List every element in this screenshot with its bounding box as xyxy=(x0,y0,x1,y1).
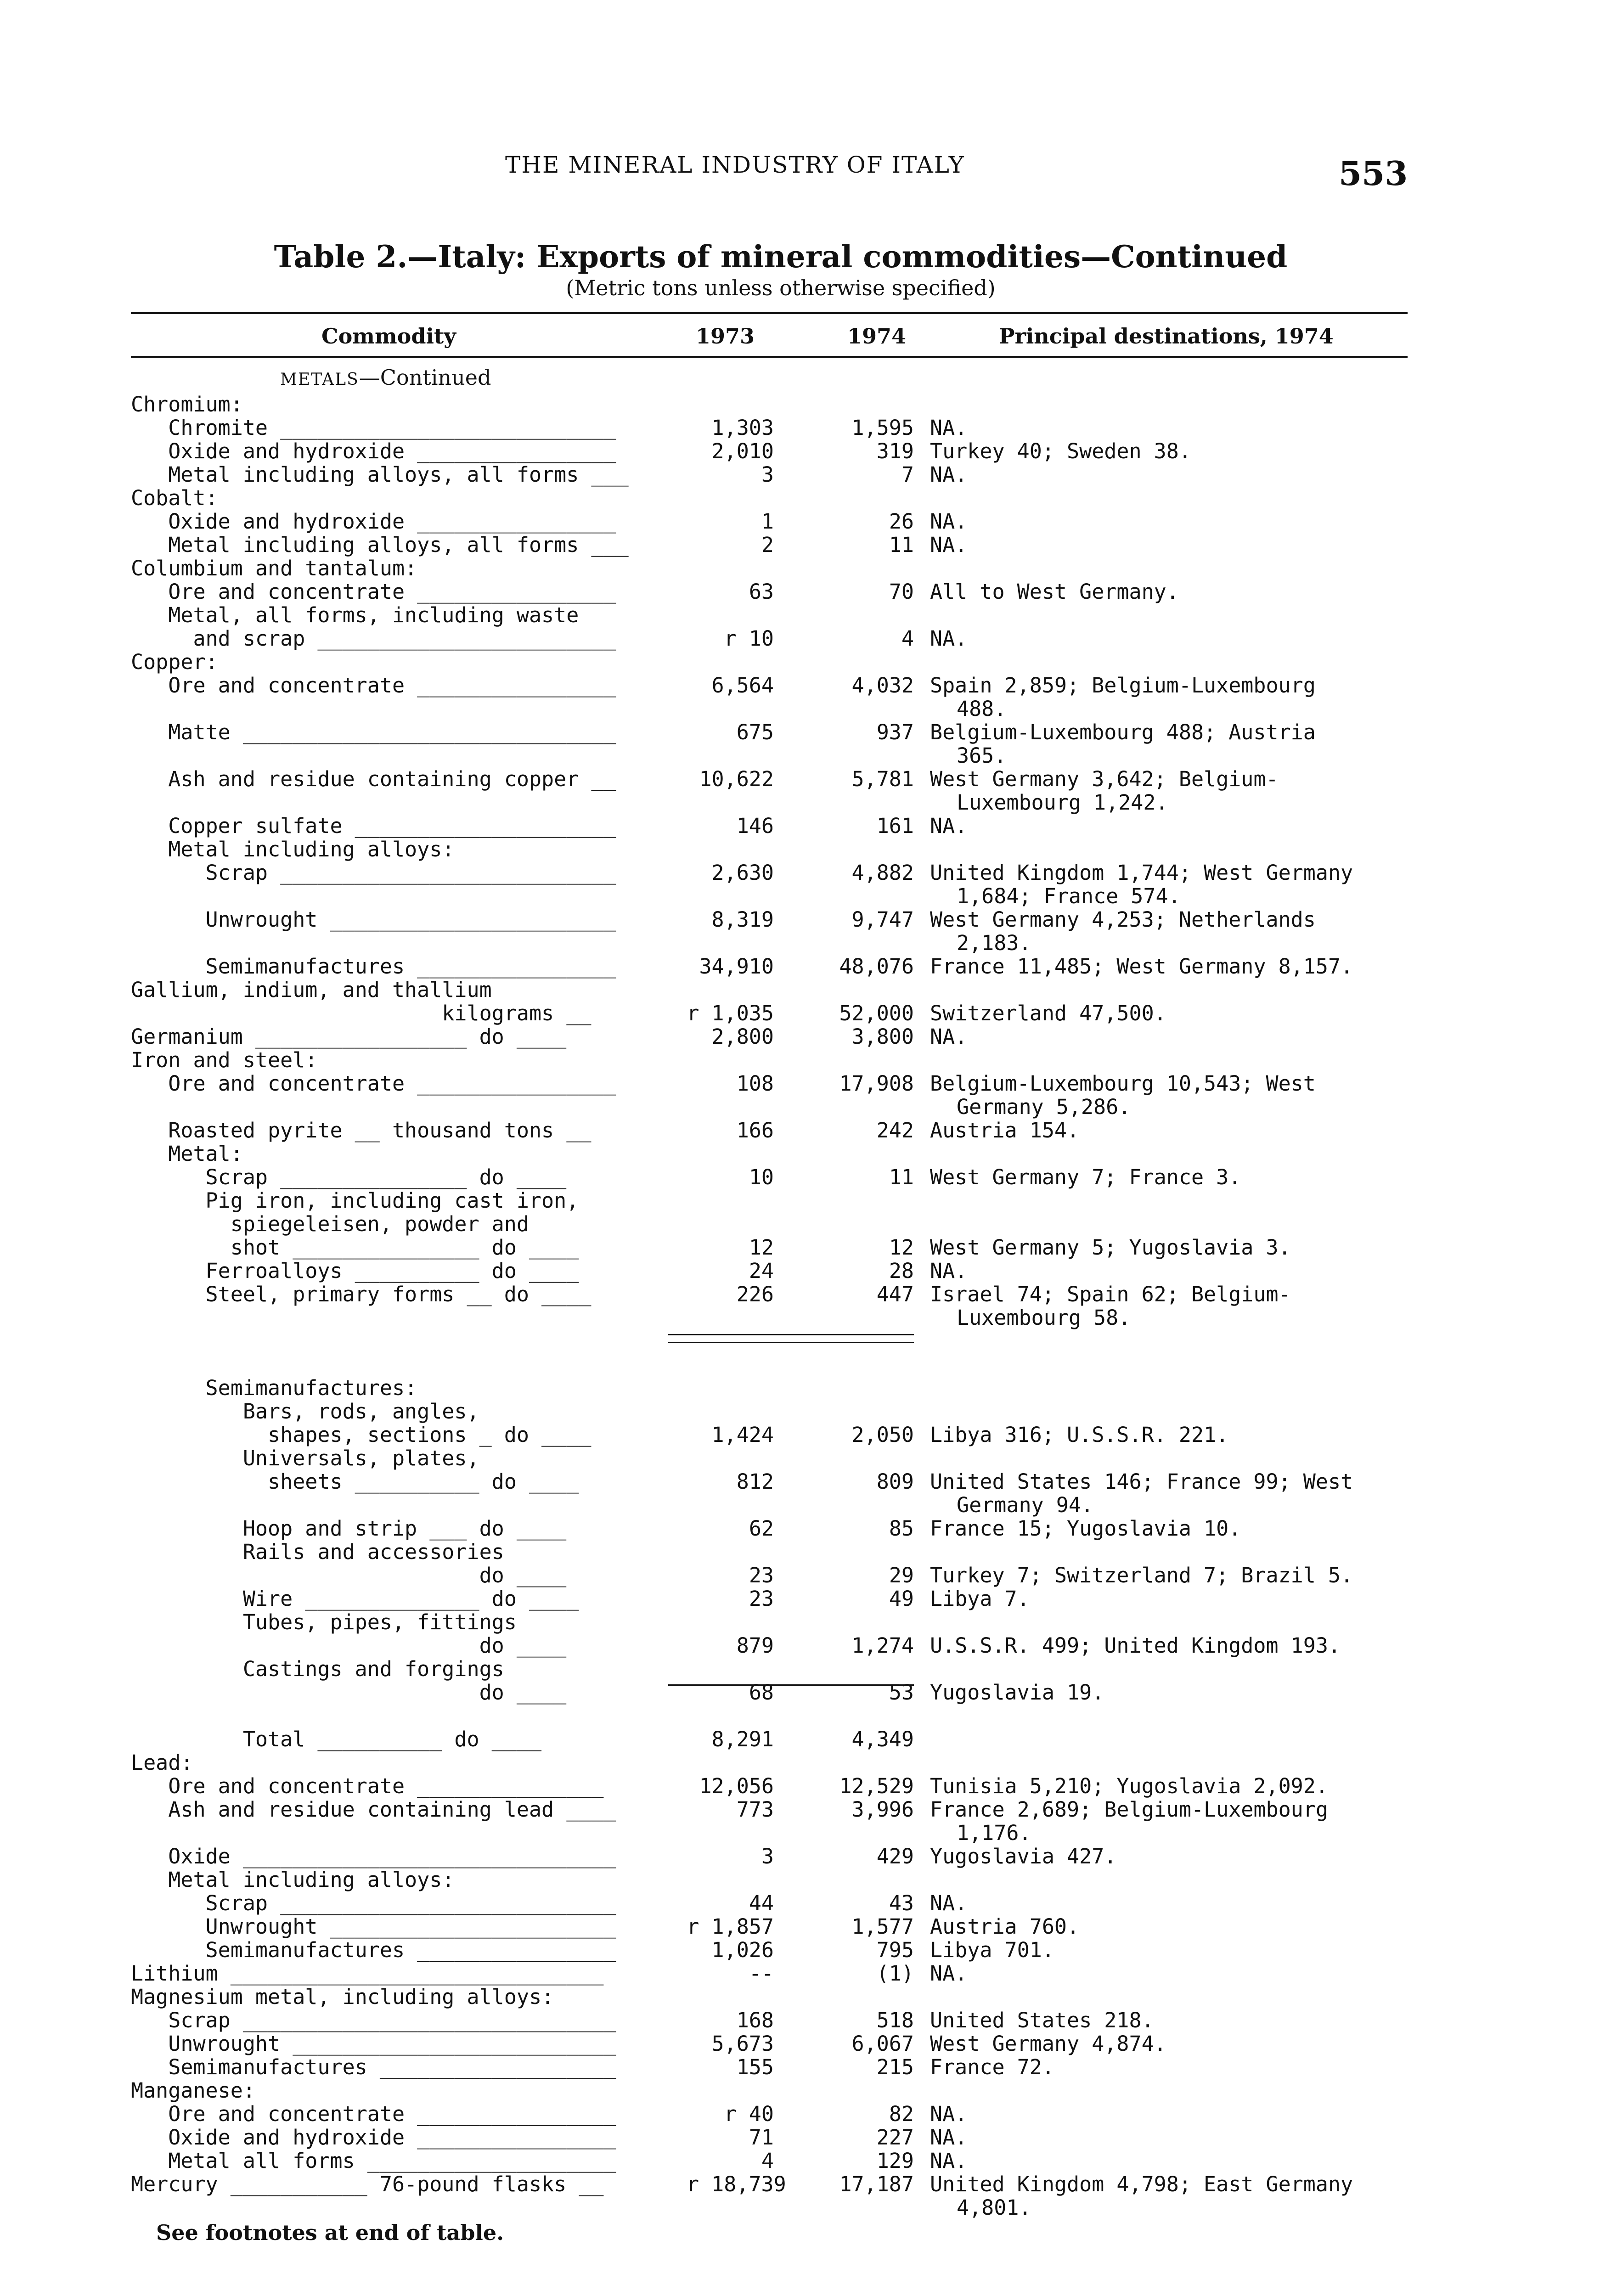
commodity-cell: Metal, all forms, including waste xyxy=(131,603,579,627)
table-title: Table 2.—Italy: Exports of mineral commodities—Continued xyxy=(274,239,1288,275)
destinations-cell: Yugoslavia 19. xyxy=(930,1680,1104,1705)
table-row xyxy=(0,861,1600,884)
destinations-cell: NA. xyxy=(930,626,968,651)
value-1973-cell: r 18,739 xyxy=(687,2172,786,2196)
value-1973-cell: 44 xyxy=(749,1891,774,1915)
destinations-cell: Israel 74; Spain 62; Belgium- xyxy=(930,1282,1291,1306)
commodity-cell: Ash and residue containing lead ____ xyxy=(131,1797,616,1822)
value-1974-cell: 70 xyxy=(889,580,914,604)
value-1973-cell: 226 xyxy=(736,1282,774,1306)
destinations-cell: NA. xyxy=(930,2125,968,2150)
value-1973-cell: 8,319 xyxy=(711,907,774,932)
table-row xyxy=(0,533,1600,557)
table-row xyxy=(0,1306,1600,1329)
value-1974-cell: 11 xyxy=(889,1165,914,1189)
table-row xyxy=(0,486,1600,510)
table-row xyxy=(0,2172,1600,2196)
destinations-cell: Libya 701. xyxy=(930,1938,1054,1962)
destinations-continuation-cell: 1,176. xyxy=(957,1821,1031,1845)
value-1973-cell: 773 xyxy=(736,1797,774,1822)
destinations-cell: Yugoslavia 427. xyxy=(930,1844,1117,1868)
table-row xyxy=(0,1915,1600,1938)
value-1974-cell: 6,067 xyxy=(851,2032,914,2056)
table-row xyxy=(0,674,1600,697)
destinations-cell: NA. xyxy=(930,1961,968,1986)
table-row xyxy=(0,1189,1600,1212)
destinations-continuation-cell: 4,801. xyxy=(957,2195,1031,2220)
commodity-cell: Metal including alloys: xyxy=(131,1868,455,1892)
value-1974-cell: 9,747 xyxy=(851,907,914,932)
commodity-cell: Oxide ______________________________ xyxy=(131,1844,616,1868)
commodity-cell: Total __________ do ____ xyxy=(131,1727,542,1751)
table-row xyxy=(0,955,1600,978)
destinations-cell: Turkey 40; Sweden 38. xyxy=(930,439,1191,463)
value-1973-cell: r 40 xyxy=(724,2102,774,2126)
table-row xyxy=(0,767,1600,791)
destinations-cell: NA. xyxy=(930,2102,968,2126)
commodity-cell: Scrap ______________________________ xyxy=(131,2008,616,2032)
commodity-cell: Ore and concentrate ________________ xyxy=(131,580,616,604)
table-row xyxy=(0,393,1600,416)
commodity-cell: Scrap ___________________________ xyxy=(131,861,616,885)
destinations-cell: Belgium-Luxembourg 10,543; West xyxy=(930,1071,1316,1096)
running-head: THE MINERAL INDUSTRY OF ITALY xyxy=(505,152,965,178)
value-1974-cell: 29 xyxy=(889,1563,914,1587)
value-1973-cell: 3 xyxy=(761,462,774,487)
value-1973-cell: 23 xyxy=(749,1563,774,1587)
value-1973-cell: 146 xyxy=(736,814,774,838)
destinations-cell: Switzerland 47,500. xyxy=(930,1001,1166,1025)
commodity-cell: Universals, plates, xyxy=(131,1446,479,1470)
value-1974-cell: 3,996 xyxy=(851,1797,914,1822)
value-1973-cell: 4 xyxy=(761,2149,774,2173)
table-row xyxy=(0,1259,1600,1283)
value-1974-cell: (1) xyxy=(876,1961,914,1986)
commodity-cell: Ash and residue containing copper __ xyxy=(131,767,616,791)
value-1973-cell: 166 xyxy=(736,1118,774,1142)
commodity-cell: Chromium: xyxy=(131,392,243,416)
commodity-cell: kilograms __ xyxy=(131,1001,592,1025)
double-rule-top xyxy=(668,1334,914,1335)
value-1974-cell: 28 xyxy=(889,1259,914,1283)
destinations-cell: NA. xyxy=(930,1259,968,1283)
value-1973-cell: 71 xyxy=(749,2125,774,2150)
table-row xyxy=(0,1610,1600,1634)
table-row xyxy=(0,2196,1600,2219)
table-row xyxy=(0,1329,1600,1353)
value-1974-cell: 1,577 xyxy=(851,1914,914,1939)
destinations-cell: NA. xyxy=(930,462,968,487)
destinations-continuation-cell: 1,684; France 574. xyxy=(957,884,1181,908)
commodity-cell: Hoop and strip ___ do ____ xyxy=(131,1516,567,1541)
commodity-cell: Scrap _______________ do ____ xyxy=(131,1165,567,1189)
destinations-cell: United Kingdom 1,744; West Germany xyxy=(930,861,1353,885)
value-1974-cell: 4,882 xyxy=(851,861,914,885)
table-row xyxy=(0,1634,1600,1657)
table-row xyxy=(0,1423,1600,1446)
commodity-cell: Ore and concentrate ________________ xyxy=(131,2102,616,2126)
destinations-cell: United States 146; France 99; West xyxy=(930,1469,1353,1494)
value-1973-cell: r 1,857 xyxy=(687,1914,774,1939)
destinations-continuation-cell: 365. xyxy=(957,743,1007,768)
table-row xyxy=(0,1868,1600,1891)
column-header-1973: 1973 xyxy=(696,324,755,349)
value-1974-cell: 5,781 xyxy=(851,767,914,791)
table-row xyxy=(0,697,1600,720)
table-row xyxy=(0,1517,1600,1540)
destinations-cell: NA. xyxy=(930,1024,968,1049)
value-1974-cell: 1,274 xyxy=(851,1633,914,1658)
destinations-cell: France 11,485; West Germany 8,157. xyxy=(930,954,1353,979)
value-1974-cell: 215 xyxy=(876,2055,914,2079)
value-1974-cell: 49 xyxy=(889,1587,914,1611)
commodity-cell: Wire ______________ do ____ xyxy=(131,1587,579,1611)
value-1974-cell: 17,908 xyxy=(839,1071,914,1096)
commodity-cell: and scrap ________________________ xyxy=(131,626,616,651)
value-1974-cell: 26 xyxy=(889,509,914,534)
commodity-cell: sheets __________ do ____ xyxy=(131,1469,579,1494)
value-1974-cell: 48,076 xyxy=(839,954,914,979)
value-1973-cell: 34,910 xyxy=(699,954,774,979)
value-1974-cell: 53 xyxy=(889,1680,914,1705)
table-row xyxy=(0,2126,1600,2149)
table-row xyxy=(0,838,1600,861)
value-1973-cell: 3 xyxy=(761,1844,774,1868)
destinations-cell: NA. xyxy=(930,1891,968,1915)
table-row xyxy=(0,650,1600,674)
destinations-cell: United States 218. xyxy=(930,2008,1154,2032)
commodity-cell: Cobalt: xyxy=(131,486,218,510)
table-row xyxy=(0,463,1600,486)
value-1973-cell: 1,424 xyxy=(711,1423,774,1447)
value-1973-cell: r 1,035 xyxy=(687,1001,774,1025)
value-1974-cell: 242 xyxy=(876,1118,914,1142)
commodity-cell: Semimanufactures ___________________ xyxy=(131,2055,616,2079)
destinations-cell: West Germany 3,642; Belgium- xyxy=(930,767,1279,791)
commodity-cell: Lead: xyxy=(131,1750,193,1775)
destinations-cell: Belgium-Luxembourg 488; Austria xyxy=(930,720,1316,744)
commodity-cell: Ore and concentrate ________________ xyxy=(131,673,616,698)
table-row xyxy=(0,978,1600,1002)
commodity-cell: shot _______________ do ____ xyxy=(131,1235,579,1260)
commodity-cell: Manganese: xyxy=(131,2078,255,2103)
table-row xyxy=(0,1283,1600,1306)
commodity-cell: Metal including alloys: xyxy=(131,837,455,861)
destinations-cell: West Germany 5; Yugoslavia 3. xyxy=(930,1235,1291,1260)
value-1974-cell: 518 xyxy=(876,2008,914,2032)
table-row xyxy=(0,908,1600,931)
value-1973-cell: 1 xyxy=(761,509,774,534)
commodity-cell: Ore and concentrate _______________ xyxy=(131,1774,604,1798)
value-1973-cell: 12,056 xyxy=(699,1774,774,1798)
table-row xyxy=(0,580,1600,603)
destinations-cell: France 72. xyxy=(930,2055,1054,2079)
section-label-smallcaps: METALS xyxy=(280,370,359,389)
destinations-cell: Libya 7. xyxy=(930,1587,1030,1611)
destinations-continuation-cell: Germany 94. xyxy=(957,1493,1094,1517)
commodity-cell: Ferroalloys __________ do ____ xyxy=(131,1259,579,1283)
value-1974-cell: 17,187 xyxy=(839,2172,914,2196)
destinations-cell: U.S.S.R. 499; United Kingdom 193. xyxy=(930,1633,1341,1658)
table-row xyxy=(0,1493,1600,1517)
table-row xyxy=(0,1048,1600,1072)
commodity-cell: Germanium _________________ do ____ xyxy=(131,1024,567,1049)
commodity-cell: Semimanufactures ________________ xyxy=(131,1938,616,1962)
value-1973-cell: 2,630 xyxy=(711,861,774,885)
commodity-cell: Unwrought _______________________ xyxy=(131,907,616,932)
commodity-cell: Castings and forgings xyxy=(131,1657,504,1681)
table-row xyxy=(0,1891,1600,1915)
destinations-cell: NA. xyxy=(930,814,968,838)
destinations-cell: NA. xyxy=(930,2149,968,2173)
destinations-continuation-cell: 2,183. xyxy=(957,931,1031,955)
table-row xyxy=(0,1470,1600,1493)
value-1974-cell: 85 xyxy=(889,1516,914,1541)
commodity-cell: Lithium ______________________________ xyxy=(131,1961,604,1986)
value-1974-cell: 161 xyxy=(876,814,914,838)
destinations-cell: Tunisia 5,210; Yugoslavia 2,092. xyxy=(930,1774,1328,1798)
value-1973-cell: 12 xyxy=(749,1235,774,1260)
value-1974-cell: 3,800 xyxy=(851,1024,914,1049)
table-row xyxy=(0,2102,1600,2126)
value-1974-cell: 795 xyxy=(876,1938,914,1962)
value-1973-cell: 1,303 xyxy=(711,416,774,440)
commodity-cell: shapes, sections _ do ____ xyxy=(131,1423,592,1447)
value-1974-cell: 2,050 xyxy=(851,1423,914,1447)
destinations-continuation-cell: Germany 5,286. xyxy=(957,1095,1131,1119)
table-row xyxy=(0,1072,1600,1095)
value-1973-cell: 24 xyxy=(749,1259,774,1283)
table-row xyxy=(0,416,1600,439)
table-row xyxy=(0,557,1600,580)
value-1974-cell: 1,595 xyxy=(851,416,914,440)
table-row xyxy=(0,1728,1600,1751)
destinations-cell: Austria 760. xyxy=(930,1914,1080,1939)
commodity-cell: Chromite ___________________________ xyxy=(131,416,616,440)
table-row xyxy=(0,2009,1600,2032)
value-1973-cell: 6,564 xyxy=(711,673,774,698)
table-row xyxy=(0,1353,1600,1376)
commodity-cell: Metal all forms ____________________ xyxy=(131,2149,616,2173)
table-row xyxy=(0,1657,1600,1681)
value-1974-cell: 429 xyxy=(876,1844,914,1868)
value-1974-cell: 12,529 xyxy=(839,1774,914,1798)
destinations-cell: France 15; Yugoslavia 10. xyxy=(930,1516,1241,1541)
destinations-cell: West Germany 4,253; Netherlands xyxy=(930,907,1316,932)
destinations-cell: NA. xyxy=(930,509,968,534)
value-1974-cell: 12 xyxy=(889,1235,914,1260)
column-header-commodity: Commodity xyxy=(321,324,456,349)
value-1974-cell: 52,000 xyxy=(839,1001,914,1025)
value-1974-cell: 809 xyxy=(876,1469,914,1494)
commodity-cell: do ____ xyxy=(131,1680,567,1705)
section-label-continued: —Continued xyxy=(359,365,491,390)
destinations-cell: NA. xyxy=(930,416,968,440)
value-1973-cell: 10,622 xyxy=(699,767,774,791)
value-1973-cell: 879 xyxy=(736,1633,774,1658)
value-1973-cell: 68 xyxy=(749,1680,774,1705)
value-1973-cell: 8,291 xyxy=(711,1727,774,1751)
table-row xyxy=(0,931,1600,955)
table-row xyxy=(0,2149,1600,2172)
value-1974-cell: 82 xyxy=(889,2102,914,2126)
table-subtitle: (Metric tons unless otherwise specified) xyxy=(566,276,996,300)
value-1974-cell: 7 xyxy=(901,462,914,487)
double-rule-bottom xyxy=(668,1342,914,1343)
commodity-cell: Copper: xyxy=(131,650,218,674)
commodity-cell: Iron and steel: xyxy=(131,1048,318,1072)
table-row xyxy=(0,627,1600,650)
commodity-cell: Roasted pyrite __ thousand tons __ xyxy=(131,1118,592,1142)
table-row xyxy=(0,1962,1600,1985)
table-row xyxy=(0,1002,1600,1025)
table-row xyxy=(0,884,1600,908)
table-row xyxy=(0,814,1600,838)
table-row xyxy=(0,1774,1600,1798)
destinations-continuation-cell: 488. xyxy=(957,697,1007,721)
commodity-cell: Oxide and hydroxide ________________ xyxy=(131,2125,616,2150)
destinations-cell: West Germany 7; France 3. xyxy=(930,1165,1241,1189)
commodity-cell: Gallium, indium, and thallium xyxy=(131,978,492,1002)
commodity-cell: Ore and concentrate ________________ xyxy=(131,1071,616,1096)
value-1973-cell: 675 xyxy=(736,720,774,744)
commodity-cell: Metal: xyxy=(131,1142,243,1166)
table-row xyxy=(0,1798,1600,1821)
table-row xyxy=(0,2055,1600,2079)
value-1973-cell: 23 xyxy=(749,1587,774,1611)
commodity-cell: Columbium and tantalum: xyxy=(131,556,417,580)
value-1974-cell: 4,349 xyxy=(851,1727,914,1751)
value-1974-cell: 227 xyxy=(876,2125,914,2150)
commodity-cell: Metal including alloys, all forms ___ xyxy=(131,533,629,557)
value-1974-cell: 129 xyxy=(876,2149,914,2173)
destinations-cell: All to West Germany. xyxy=(930,580,1179,604)
value-1973-cell: 2,800 xyxy=(711,1024,774,1049)
table-row xyxy=(0,1446,1600,1470)
footnote: See footnotes at end of table. xyxy=(156,2220,504,2245)
table-row xyxy=(0,1165,1600,1189)
destinations-cell: United Kingdom 4,798; East Germany xyxy=(930,2172,1353,2196)
table-row xyxy=(0,1095,1600,1119)
table-row xyxy=(0,1025,1600,1048)
table-row xyxy=(0,1985,1600,2009)
destinations-cell: West Germany 4,874. xyxy=(930,2032,1166,2056)
total-rule xyxy=(668,1684,914,1686)
table-row xyxy=(0,1821,1600,1845)
table-row xyxy=(0,1142,1600,1165)
destinations-cell: France 2,689; Belgium-Luxembourg xyxy=(930,1797,1328,1822)
commodity-cell: Oxide and hydroxide ________________ xyxy=(131,509,616,534)
value-1973-cell: 63 xyxy=(749,580,774,604)
value-1974-cell: 43 xyxy=(889,1891,914,1915)
commodity-cell: do ____ xyxy=(131,1563,567,1587)
commodity-cell: Scrap ___________________________ xyxy=(131,1891,616,1915)
commodity-cell: Unwrought __________________________ xyxy=(131,2032,616,2056)
commodity-cell: Matte ______________________________ xyxy=(131,720,616,744)
table-row xyxy=(0,603,1600,627)
commodity-cell: Metal including alloys, all forms ___ xyxy=(131,462,629,487)
value-1973-cell: 5,673 xyxy=(711,2032,774,2056)
value-1974-cell: 11 xyxy=(889,533,914,557)
value-1973-cell: 62 xyxy=(749,1516,774,1541)
table-row xyxy=(0,1704,1600,1728)
table-row xyxy=(0,1751,1600,1774)
destinations-cell: Turkey 7; Switzerland 7; Brazil 5. xyxy=(930,1563,1353,1587)
destinations-cell: Spain 2,859; Belgium-Luxembourg xyxy=(930,673,1316,698)
commodity-cell: Unwrought _______________________ xyxy=(131,1914,616,1939)
column-header-1974: 1974 xyxy=(847,324,907,349)
table-row xyxy=(0,439,1600,463)
value-1973-cell: r 10 xyxy=(724,626,774,651)
table-row xyxy=(0,744,1600,767)
destinations-continuation-cell: Luxembourg 58. xyxy=(957,1306,1131,1330)
value-1973-cell: 168 xyxy=(736,2008,774,2032)
commodity-cell: Magnesium metal, including alloys: xyxy=(131,1985,554,2009)
table-row xyxy=(0,1587,1600,1610)
page-number: 553 xyxy=(1339,154,1408,193)
table-row xyxy=(0,1236,1600,1259)
commodity-cell: Copper sulfate _____________________ xyxy=(131,814,616,838)
destinations-cell: Austria 154. xyxy=(930,1118,1080,1142)
table-row xyxy=(0,2079,1600,2102)
destinations-continuation-cell: Luxembourg 1,242. xyxy=(957,790,1168,815)
value-1973-cell: 2 xyxy=(761,533,774,557)
commodity-cell: Semimanufactures: xyxy=(131,1376,417,1400)
table-row xyxy=(0,791,1600,814)
table-row xyxy=(0,2032,1600,2055)
destinations-cell: NA. xyxy=(930,533,968,557)
table-row xyxy=(0,1119,1600,1142)
value-1973-cell: -- xyxy=(749,1961,774,1986)
table-row xyxy=(0,1540,1600,1564)
commodity-cell: Semimanufactures ________________ xyxy=(131,954,616,979)
commodity-cell: Rails and accessories xyxy=(131,1540,504,1564)
value-1974-cell: 447 xyxy=(876,1282,914,1306)
commodity-cell: Mercury ___________ 76-pound flasks __ xyxy=(131,2172,604,2196)
commodity-cell: do ____ xyxy=(131,1633,567,1658)
table-row xyxy=(0,1212,1600,1236)
commodity-cell: spiegeleisen, powder and xyxy=(131,1212,529,1236)
column-header-destinations: Principal destinations, 1974 xyxy=(999,324,1334,349)
table-row xyxy=(0,510,1600,533)
value-1973-cell: 108 xyxy=(736,1071,774,1096)
commodity-cell: Steel, primary forms __ do ____ xyxy=(131,1282,592,1306)
table-row xyxy=(0,1938,1600,1962)
value-1973-cell: 812 xyxy=(736,1469,774,1494)
commodity-cell: Bars, rods, angles, xyxy=(131,1399,479,1424)
value-1973-cell: 2,010 xyxy=(711,439,774,463)
value-1973-cell: 10 xyxy=(749,1165,774,1189)
commodity-cell: Oxide and hydroxide ________________ xyxy=(131,439,616,463)
value-1973-cell: 155 xyxy=(736,2055,774,2079)
destinations-cell: Libya 316; U.S.S.R. 221. xyxy=(930,1423,1229,1447)
table-row xyxy=(0,1376,1600,1400)
value-1974-cell: 319 xyxy=(876,439,914,463)
table-row xyxy=(0,720,1600,744)
value-1974-cell: 937 xyxy=(876,720,914,744)
commodity-cell: Tubes, pipes, fittings xyxy=(131,1610,517,1634)
table-row xyxy=(0,1845,1600,1868)
commodity-cell: Pig iron, including cast iron, xyxy=(131,1188,579,1213)
value-1974-cell: 4,032 xyxy=(851,673,914,698)
value-1973-cell: 1,026 xyxy=(711,1938,774,1962)
value-1974-cell: 4 xyxy=(901,626,914,651)
table-row xyxy=(0,1400,1600,1423)
table-row xyxy=(0,1564,1600,1587)
